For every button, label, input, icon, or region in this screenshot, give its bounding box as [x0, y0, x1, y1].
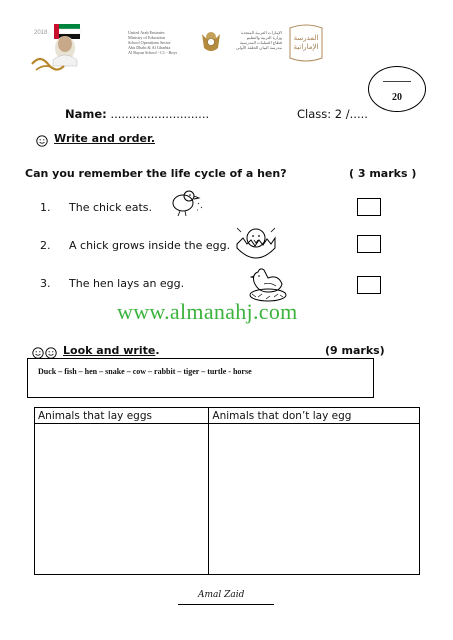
item-1-text: The chick eats.	[69, 201, 152, 214]
emirati-school-logo: المدرسة الإماراتية	[284, 24, 328, 64]
order-box-3[interactable]	[357, 276, 381, 294]
item-1-number: 1.	[40, 201, 51, 214]
gov-text-english: United Arab Emirates Ministry of Education School Operations Sector Abu Dhabi & Al Gharbia Al Bayan School - C1 - Boys	[128, 30, 178, 55]
zayed-year-logo	[28, 20, 84, 75]
chick-in-egg-image	[233, 224, 279, 268]
section2-title: Look and write.	[63, 344, 160, 357]
name-blank[interactable]: ...........................	[110, 107, 210, 121]
class-field[interactable]: Class: 2 /.....	[297, 107, 368, 121]
name-label: Name: ...........................	[65, 107, 210, 121]
smiley-icon	[36, 132, 48, 151]
order-box-1[interactable]	[357, 198, 381, 216]
item-3-text: The hen lays an egg.	[69, 277, 185, 290]
watermark: www.almanahj.com	[117, 299, 298, 324]
answer-cell-no-eggs[interactable]	[209, 424, 420, 575]
word-bank-text: Duck – fish – hen – snake – cow – rabbit – tiger – turtle - horse	[38, 367, 252, 376]
score-circle	[368, 66, 426, 112]
chick-eating-image	[167, 183, 207, 223]
sorting-table	[34, 407, 420, 575]
signature-underline	[178, 604, 274, 605]
section1-title: Write and order.	[54, 132, 155, 145]
word-bank	[27, 358, 374, 398]
item-2-number: 2.	[40, 239, 51, 252]
gov-text-arabic: الإمارات العربية المتحدة وزارة التربية والتعليم قطاع العمليات المدرسية مدرسة البيان الحلقة الأولى	[236, 30, 282, 50]
uae-emblem	[200, 28, 222, 54]
item-2-text: A chick grows inside the egg.	[69, 239, 231, 252]
order-box-2[interactable]	[357, 235, 381, 253]
answer-cell-lay-eggs[interactable]	[35, 424, 209, 575]
score-total: 20	[392, 92, 402, 103]
section2-marks: (9 marks)	[325, 344, 385, 357]
svg-text:2018: 2018	[34, 30, 48, 36]
item-3-number: 3.	[40, 277, 51, 290]
score-blank-line	[383, 81, 411, 82]
column-header-no-eggs: Animals that don’t lay egg	[209, 408, 420, 424]
column-header-lay-eggs: Animals that lay eggs	[35, 408, 209, 424]
teacher-signature: Amal Zaid	[198, 590, 245, 600]
section1-question: Can you remember the life cycle of a hen?	[25, 167, 287, 180]
section1-marks: ( 3 marks )	[349, 167, 417, 180]
